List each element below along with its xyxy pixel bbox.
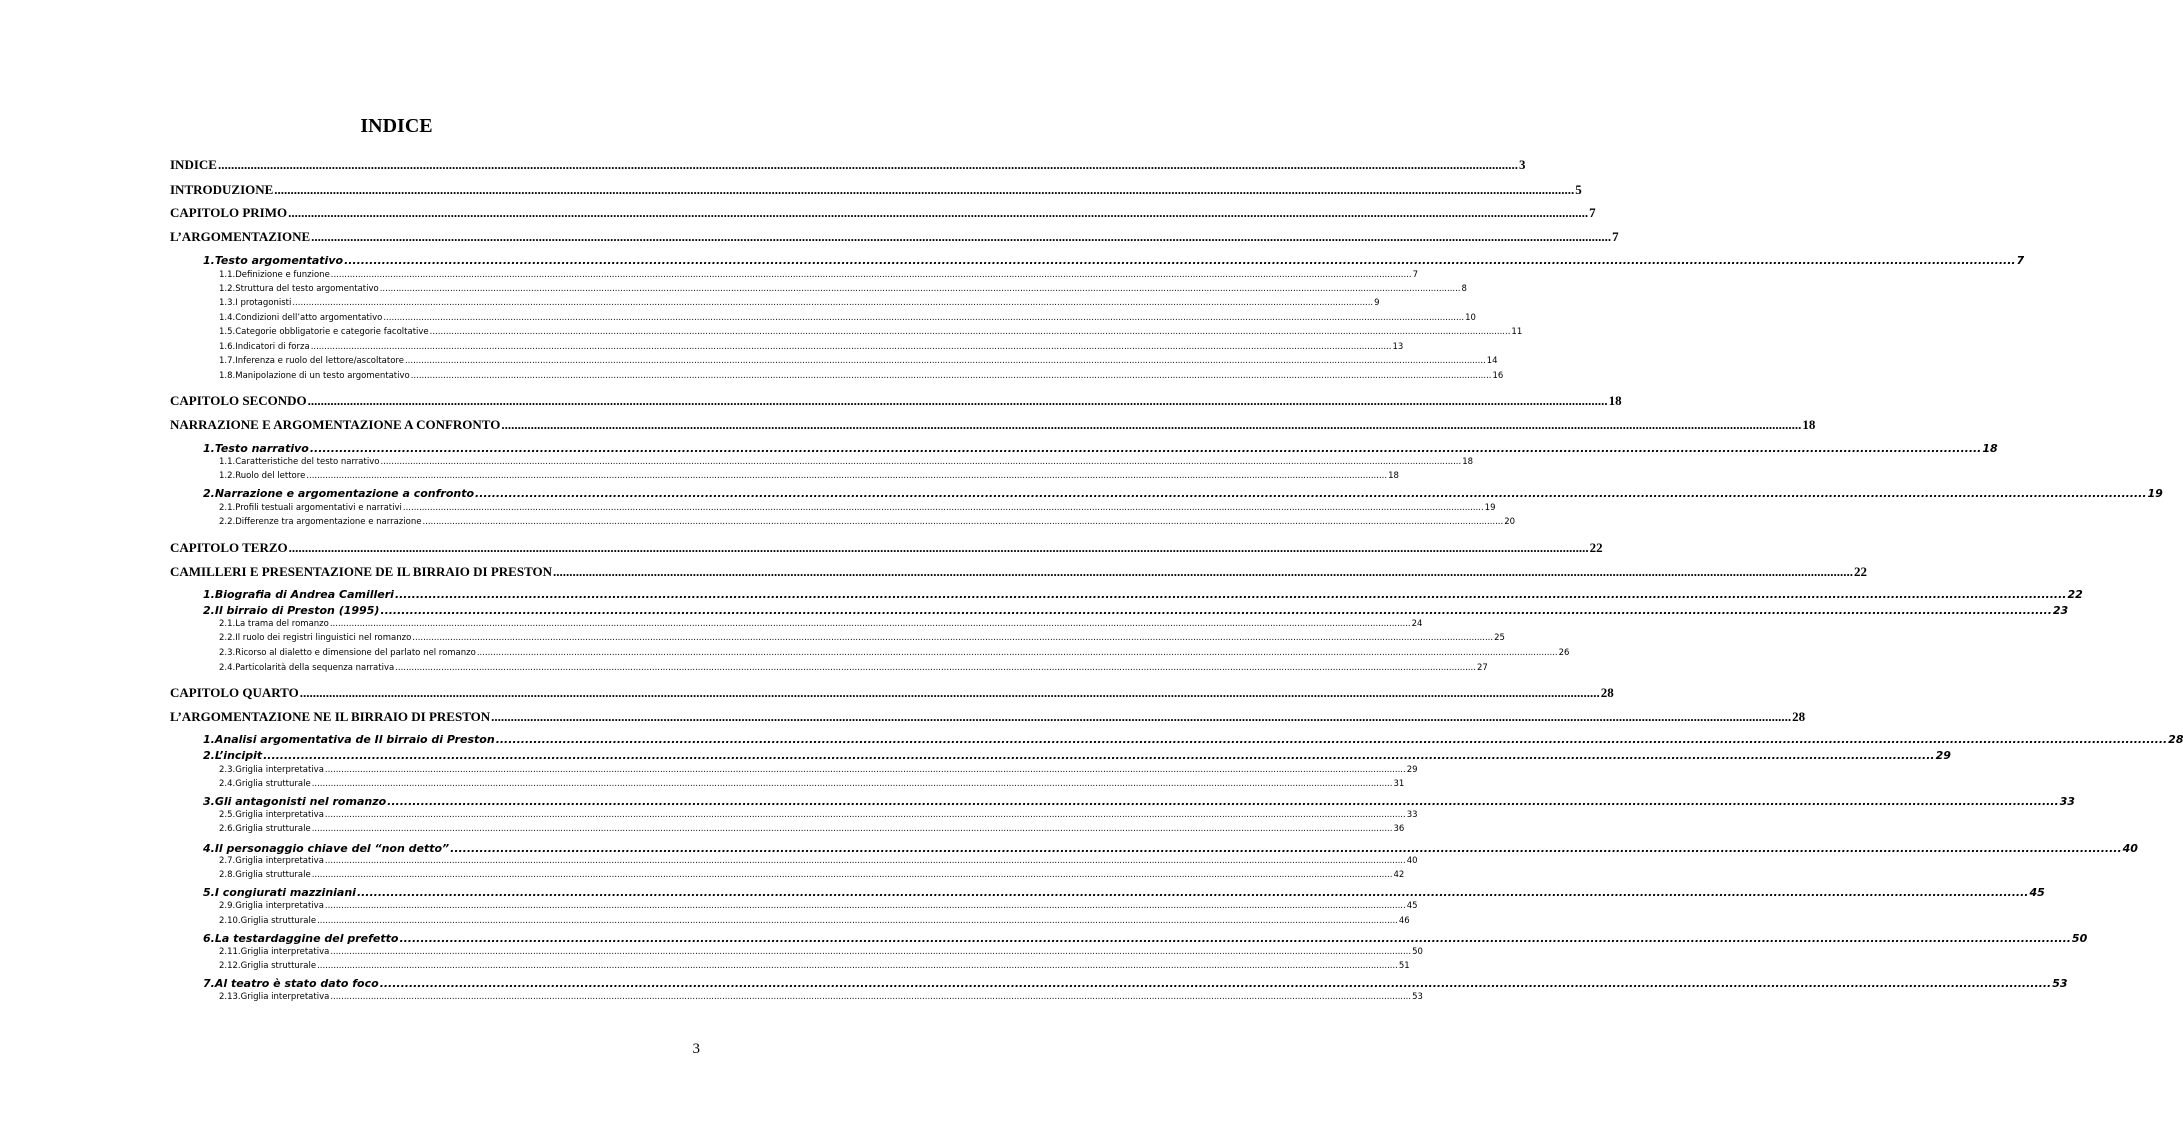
toc-entry-label: Griglia interpretativa [240, 947, 330, 957]
toc-entry-label: Categorie obbligatorie e categorie facoltative [235, 327, 429, 337]
toc-entry-page: 42 [1393, 870, 1405, 880]
toc-entry[interactable] [203, 733, 2183, 747]
toc-entry-number: 2.7. [219, 856, 236, 866]
toc-entry-number: 2.10. [219, 916, 241, 926]
toc-entry-label: La testardaggine del prefetto [214, 932, 399, 945]
toc-entry-number: 2.3. [219, 765, 236, 775]
toc-entry-number: 1. [203, 254, 215, 267]
toc-entry-page: 26 [1558, 648, 1570, 658]
toc-dot-leader: ................................................................................................................................................................................................................................................................................................................................................................................................................ [429, 327, 1511, 337]
toc-entry-number: 1.5. [219, 327, 236, 337]
toc-entry-page: 10 [1465, 313, 1476, 323]
toc-dot-leader: ................................................................................................................................................................................................................................................................................................................................................................................................................ [330, 947, 1412, 957]
toc-entry[interactable] [219, 870, 1405, 881]
toc-dot-leader: ................................................................................................................................................................................................................................................................................................................................................................................................................ [307, 393, 1608, 408]
toc-dot-leader: ................................................................................................................................................................................................................................................................................................................................................................................................................ [311, 870, 1393, 880]
toc-entry-number: 2.1. [219, 619, 236, 629]
toc-entry[interactable] [219, 517, 1516, 528]
toc-entry-label: Il personaggio chiave del “non detto” [214, 842, 450, 855]
toc-entry-page: 27 [1476, 663, 1488, 673]
toc-entry-label: Griglia strutturale [235, 779, 311, 789]
toc-entry-label: I protagonisti [235, 298, 292, 308]
toc-entry-number: 2. [203, 604, 215, 617]
toc-dot-leader: ................................................................................................................................................................................................................................................................................................................................................................................................................ [450, 842, 2122, 855]
toc-dot-leader: ................................................................................................................................................................................................................................................................................................................................................................................................................ [288, 540, 1589, 555]
toc-dot-leader: ................................................................................................................................................................................................................................................................................................................................................................................................................ [263, 749, 1935, 762]
toc-entry-page: 51 [1398, 961, 1410, 971]
toc-entry[interactable] [219, 961, 1410, 972]
toc-dot-leader: ................................................................................................................................................................................................................................................................................................................................................................................................................ [317, 916, 1398, 926]
toc-entry-page: 45 [2029, 886, 2045, 899]
toc-entry[interactable] [170, 417, 1816, 433]
toc-entry-number: 5. [203, 886, 215, 899]
toc-dot-leader: ................................................................................................................................................................................................................................................................................................................................................................................................................ [310, 342, 1392, 352]
toc-entry-label: La trama del romanzo [235, 619, 329, 629]
toc-entry[interactable] [219, 503, 1496, 514]
toc-dot-leader: ................................................................................................................................................................................................................................................................................................................................................................................................................ [324, 901, 1406, 911]
toc-entry[interactable] [219, 779, 1405, 790]
toc-entry-label: Narrazione e argomentazione a confronto [214, 487, 475, 500]
toc-entry[interactable] [219, 824, 1405, 835]
toc-entry[interactable] [219, 327, 1523, 338]
toc-entry-page: 5 [1575, 182, 1582, 197]
toc-entry-number: 1.7. [219, 356, 236, 366]
toc-entry-page: 22 [2067, 588, 2083, 601]
toc-entry[interactable] [219, 313, 1476, 324]
toc-entry-number: 1.1. [219, 270, 236, 280]
toc-entry-number: 6. [203, 932, 215, 945]
toc-dot-leader: ................................................................................................................................................................................................................................................................................................................................................................................................................ [306, 471, 1388, 481]
toc-entry-number: 2.2. [219, 633, 236, 643]
toc-entry-label: Al teatro è stato dato foco [214, 977, 379, 990]
toc-entry-label: Griglia strutturale [235, 870, 311, 880]
toc-entry-page: 33 [1406, 810, 1418, 820]
toc-entry-label: CAPITOLO PRIMO [170, 205, 288, 220]
toc-entry-label: Gli antagonisti nel romanzo [214, 795, 387, 808]
toc-entry[interactable] [219, 619, 1423, 630]
toc-dot-leader: ................................................................................................................................................................................................................................................................................................................................................................................................................ [380, 604, 2052, 617]
toc-entry-page: 40 [2122, 842, 2138, 855]
toc-entry-page: 50 [1412, 947, 1423, 957]
toc-dot-leader: ................................................................................................................................................................................................................................................................................................................................................................................................................ [380, 457, 1462, 467]
toc-entry-page: 3 [1518, 157, 1526, 172]
toc-entry-page: 19 [2147, 487, 2163, 500]
toc-dot-leader: ................................................................................................................................................................................................................................................................................................................................................................................................................ [330, 270, 1412, 280]
toc-entry-page: 14 [1486, 356, 1498, 366]
toc-dot-leader: ................................................................................................................................................................................................................................................................................................................................................................................................................ [395, 663, 1476, 673]
toc-entry-page: 19 [1484, 503, 1496, 513]
toc-dot-leader: ................................................................................................................................................................................................................................................................................................................................................................................................................ [288, 205, 1589, 220]
toc-entry[interactable] [219, 810, 1418, 821]
toc-entry-number: 1. [203, 733, 215, 746]
toc-dot-leader: ................................................................................................................................................................................................................................................................................................................................................................................................................ [410, 371, 1492, 381]
toc-entry[interactable] [203, 842, 2138, 856]
toc-entry-label: CAMILLERI E PRESENTAZIONE DE IL BIRRAIO DI PRESTON [170, 564, 553, 579]
toc-entry[interactable] [219, 270, 1418, 281]
toc-dot-leader: ................................................................................................................................................................................................................................................................................................................................................................................................................ [330, 992, 1412, 1002]
toc-entry-page: 22 [1854, 564, 1868, 579]
toc-entry-number: 1. [203, 442, 215, 455]
toc-entry[interactable] [219, 471, 1399, 482]
toc-dot-leader: ................................................................................................................................................................................................................................................................................................................................................................................................................ [422, 517, 1504, 527]
toc-entry-page: 22 [1589, 540, 1603, 555]
toc-entry-page: 53 [1412, 992, 1423, 1002]
toc-dot-leader: ................................................................................................................................................................................................................................................................................................................................................................................................................ [356, 886, 2029, 899]
toc-entry[interactable] [219, 284, 1467, 295]
toc-entry-page: 45 [1406, 901, 1418, 911]
toc-entry-number: 2.11. [219, 947, 241, 957]
toc-entry[interactable] [219, 298, 1380, 309]
toc-entry[interactable] [219, 342, 1404, 353]
toc-entry-page: 7 [1412, 270, 1418, 280]
toc-entry-page: 13 [1392, 342, 1404, 352]
toc-entry[interactable] [219, 765, 1418, 776]
toc-entry-label: Il ruolo dei registri linguistici nel romanzo [235, 633, 412, 643]
toc-entry-label: INTRODUZIONE [170, 182, 274, 197]
toc-entry-label: Condizioni dell’atto argomentativo [235, 313, 383, 323]
toc-entry-label: L’incipit [214, 749, 263, 762]
toc-dot-leader: ................................................................................................................................................................................................................................................................................................................................................................................................................ [299, 685, 1600, 700]
toc-dot-leader: ................................................................................................................................................................................................................................................................................................................................................................................................................ [475, 487, 2147, 500]
toc-entry-number: 1.3. [219, 298, 236, 308]
toc-entry[interactable] [219, 947, 1423, 958]
toc-dot-leader: ................................................................................................................................................................................................................................................................................................................................................................................................................ [311, 229, 1612, 244]
toc-entry-page: 7 [2016, 254, 2025, 267]
toc-entry-label: L’ARGOMENTAZIONE [170, 229, 311, 244]
toc-entry-page: 8 [1461, 284, 1467, 294]
toc-dot-leader: ................................................................................................................................................................................................................................................................................................................................................................................................................ [553, 564, 1854, 579]
toc-entry-label: NARRAZIONE E ARGOMENTAZIONE A CONFRONTO [170, 417, 501, 432]
toc-entry-number: 3. [203, 795, 215, 808]
toc-dot-leader: ................................................................................................................................................................................................................................................................................................................................................................................................................ [311, 824, 1393, 834]
toc-dot-leader: ................................................................................................................................................................................................................................................................................................................................................................................................................ [311, 779, 1393, 789]
toc-entry-label: Griglia interpretativa [240, 992, 330, 1002]
toc-dot-leader: ................................................................................................................................................................................................................................................................................................................................................................................................................ [412, 633, 1494, 643]
toc-entry-number: 4. [203, 842, 215, 855]
toc-entry-label: Griglia strutturale [240, 961, 317, 971]
toc-entry-page: 29 [1935, 749, 1951, 762]
toc-entry-number: 2.3. [219, 648, 236, 658]
page-title: INDICE [360, 115, 433, 137]
toc-entry-label: Caratteristiche del testo narrativo [235, 457, 380, 467]
toc-entry-label: INDICE [170, 157, 217, 172]
toc-entry-label: Biografia di Andrea Camilleri [214, 588, 394, 601]
toc-entry-page: 18 [1462, 457, 1474, 467]
toc-entry-page: 31 [1393, 779, 1405, 789]
toc-entry-label: Ruolo del lettore [235, 471, 306, 481]
toc-entry-label: L’ARGOMENTAZIONE NE IL BIRRAIO DI PRESTON [170, 709, 491, 724]
toc-entry[interactable] [219, 992, 1423, 1003]
toc-entry[interactable] [203, 442, 1998, 456]
toc-entry-label: Griglia strutturale [235, 824, 311, 834]
toc-entry-number: 2.9. [219, 901, 236, 911]
toc-entry-page: 9 [1374, 298, 1380, 308]
toc-entry-number: 2.2. [219, 517, 236, 527]
toc-entry[interactable] [170, 709, 1806, 725]
toc-entry[interactable] [219, 457, 1474, 468]
toc-dot-leader: ................................................................................................................................................................................................................................................................................................................................................................................................................ [379, 977, 2052, 990]
toc-dot-leader: ................................................................................................................................................................................................................................................................................................................................................................................................................ [394, 588, 2067, 601]
toc-entry[interactable] [170, 393, 1622, 409]
toc-entry-page: 11 [1511, 327, 1523, 337]
toc-dot-leader: ................................................................................................................................................................................................................................................................................................................................................................................................................ [324, 856, 1406, 866]
toc-entry[interactable] [203, 254, 2025, 268]
toc-dot-leader: ................................................................................................................................................................................................................................................................................................................................................................................................................ [383, 313, 1465, 323]
toc-entry-label: Indicatori di forza [235, 342, 310, 352]
toc-entry-page: 33 [2059, 795, 2075, 808]
toc-dot-leader: ................................................................................................................................................................................................................................................................................................................................................................................................................ [292, 298, 1374, 308]
toc-entry-number: 1.2. [219, 471, 236, 481]
toc-dot-leader: ................................................................................................................................................................................................................................................................................................................................................................................................................ [399, 932, 2071, 945]
toc-entry-label: I congiurati mazziniani [214, 886, 356, 899]
toc-entry-label: Inferenza e ruolo del lettore/ascoltatore [235, 356, 404, 366]
toc-entry[interactable] [219, 663, 1488, 674]
toc-entry[interactable] [203, 932, 2088, 946]
toc-entry[interactable] [203, 795, 2075, 809]
toc-entry-label: Testo narrativo [214, 442, 309, 455]
toc-entry[interactable] [219, 856, 1418, 867]
toc-entry-number: 2.5. [219, 810, 236, 820]
toc-entry-page: 18 [1388, 471, 1399, 481]
toc-entry[interactable] [170, 540, 1603, 556]
toc-entry-page: 36 [1393, 824, 1405, 834]
toc-entry[interactable] [203, 588, 2083, 602]
toc-entry-page: 16 [1492, 371, 1504, 381]
toc-entry[interactable] [219, 356, 1498, 367]
toc-entry-label: Definizione e funzione [235, 270, 330, 280]
toc-dot-leader: ................................................................................................................................................................................................................................................................................................................................................................................................................ [217, 157, 1518, 172]
toc-entry-number: 1.2. [219, 284, 236, 294]
toc-entry-page: 29 [1406, 765, 1418, 775]
toc-entry-page: 28 [2168, 733, 2183, 746]
toc-entry-page: 18 [1608, 393, 1622, 408]
toc-entry[interactable] [170, 564, 1868, 580]
toc-dot-leader: ................................................................................................................................................................................................................................................................................................................................................................................................................ [317, 961, 1398, 971]
toc-entry-label: Griglia interpretativa [235, 810, 324, 820]
toc-entry[interactable] [203, 749, 1951, 763]
toc-entry-label: CAPITOLO SECONDO [170, 393, 307, 408]
toc-entry[interactable] [219, 633, 1505, 644]
toc-entry-number: 2.8. [219, 870, 236, 880]
toc-entry[interactable] [170, 157, 1526, 173]
toc-dot-leader: ................................................................................................................................................................................................................................................................................................................................................................................................................ [274, 182, 1575, 197]
toc-entry-number: 1. [203, 588, 215, 601]
toc-entry-page: 18 [1802, 417, 1816, 432]
toc-entry-label: Analisi argomentativa de Il birraio di Preston [214, 733, 495, 746]
toc-entry-page: 46 [1398, 916, 1410, 926]
toc-entry[interactable] [170, 182, 1582, 198]
toc-entry-label: Griglia strutturale [240, 916, 317, 926]
page-number: 3 [692, 1041, 700, 1057]
toc-entry[interactable] [203, 487, 2163, 501]
toc-entry-page: 40 [1406, 856, 1418, 866]
toc-entry-number: 2. [203, 487, 215, 500]
toc-entry-page: 24 [1411, 619, 1423, 629]
toc-dot-leader: ................................................................................................................................................................................................................................................................................................................................................................................................................ [387, 795, 2059, 808]
toc-entry-number: 1.1. [219, 457, 236, 467]
toc-dot-leader: ................................................................................................................................................................................................................................................................................................................................................................................................................ [501, 417, 1802, 432]
toc-entry-page: 53 [2052, 977, 2068, 990]
toc-entry-page: 20 [1504, 517, 1516, 527]
toc-dot-leader: ................................................................................................................................................................................................................................................................................................................................................................................................................ [324, 810, 1406, 820]
toc-dot-leader: ................................................................................................................................................................................................................................................................................................................................................................................................................ [404, 356, 1486, 366]
toc-entry[interactable] [203, 604, 2069, 618]
toc-entry-label: Differenze tra argomentazione e narrazione [235, 517, 422, 527]
toc-entry-number: 2. [203, 749, 215, 762]
toc-dot-leader: ................................................................................................................................................................................................................................................................................................................................................................................................................ [309, 442, 1982, 455]
toc-entry-label: Il birraio di Preston (1995) [214, 604, 380, 617]
toc-entry[interactable] [219, 916, 1410, 927]
toc-entry-number: 2.4. [219, 779, 236, 789]
toc-entry[interactable] [219, 648, 1570, 659]
toc-entry-label: Particolarità della sequenza narrativa [235, 663, 395, 673]
toc-entry-number: 2.1. [219, 503, 236, 513]
toc-entry-number: 2.4. [219, 663, 236, 673]
toc-entry-page: 28 [1792, 709, 1806, 724]
toc-entry-label: Griglia interpretativa [235, 765, 324, 775]
toc-entry-label: Testo argomentativo [214, 254, 344, 267]
toc-dot-leader: ................................................................................................................................................................................................................................................................................................................................................................................................................ [495, 733, 2168, 746]
toc-entry[interactable] [203, 977, 2068, 991]
toc-entry-label: Manipolazione di un testo argomentativo [235, 371, 410, 381]
toc-entry-page: 18 [1982, 442, 1998, 455]
toc-entry-number: 1.4. [219, 313, 236, 323]
toc-entry-page: 50 [2071, 932, 2088, 945]
toc-entry-label: CAPITOLO QUARTO [170, 685, 299, 700]
toc-entry-page: 7 [1589, 205, 1596, 220]
toc-entry-label: Ricorso al dialetto e dimensione del parlato nel romanzo [235, 648, 476, 658]
toc-dot-leader: ................................................................................................................................................................................................................................................................................................................................................................................................................ [329, 619, 1411, 629]
toc-entry[interactable] [203, 886, 2045, 900]
toc-dot-leader: ................................................................................................................................................................................................................................................................................................................................................................................................................ [379, 284, 1461, 294]
toc-entry-label: CAPITOLO TERZO [170, 540, 288, 555]
toc-entry-number: 2.12. [219, 961, 241, 971]
toc-dot-leader: ................................................................................................................................................................................................................................................................................................................................................................................................................ [402, 503, 1484, 513]
toc-entry-number: 1.8. [219, 371, 236, 381]
toc-entry-number: 2.13. [219, 992, 241, 1002]
toc-entry-number: 7. [203, 977, 215, 990]
toc-entry-number: 2.6. [219, 824, 236, 834]
toc-entry-page: 7 [1612, 229, 1619, 244]
toc-dot-leader: ................................................................................................................................................................................................................................................................................................................................................................................................................ [476, 648, 1558, 658]
toc-entry[interactable] [219, 371, 1504, 382]
toc-entry[interactable] [170, 685, 1614, 701]
toc-dot-leader: ................................................................................................................................................................................................................................................................................................................................................................................................................ [324, 765, 1406, 775]
toc-entry-label: Griglia interpretativa [235, 901, 324, 911]
toc-entry-page: 25 [1494, 633, 1505, 643]
toc-entry[interactable] [219, 901, 1418, 912]
toc-dot-leader: ................................................................................................................................................................................................................................................................................................................................................................................................................ [491, 709, 1792, 724]
toc-entry-page: 23 [2052, 604, 2069, 617]
toc-entry-number: 1.6. [219, 342, 236, 352]
toc-entry[interactable] [170, 229, 1619, 245]
toc-dot-leader: ................................................................................................................................................................................................................................................................................................................................................................................................................ [344, 254, 2016, 267]
toc-entry[interactable] [170, 205, 1596, 221]
toc-entry-label: Profili testuali argomentativi e narrativi [235, 503, 402, 513]
toc-entry-label: Griglia interpretativa [235, 856, 324, 866]
toc-entry-label: Struttura del testo argomentativo [235, 284, 379, 294]
toc-entry-page: 28 [1600, 685, 1614, 700]
